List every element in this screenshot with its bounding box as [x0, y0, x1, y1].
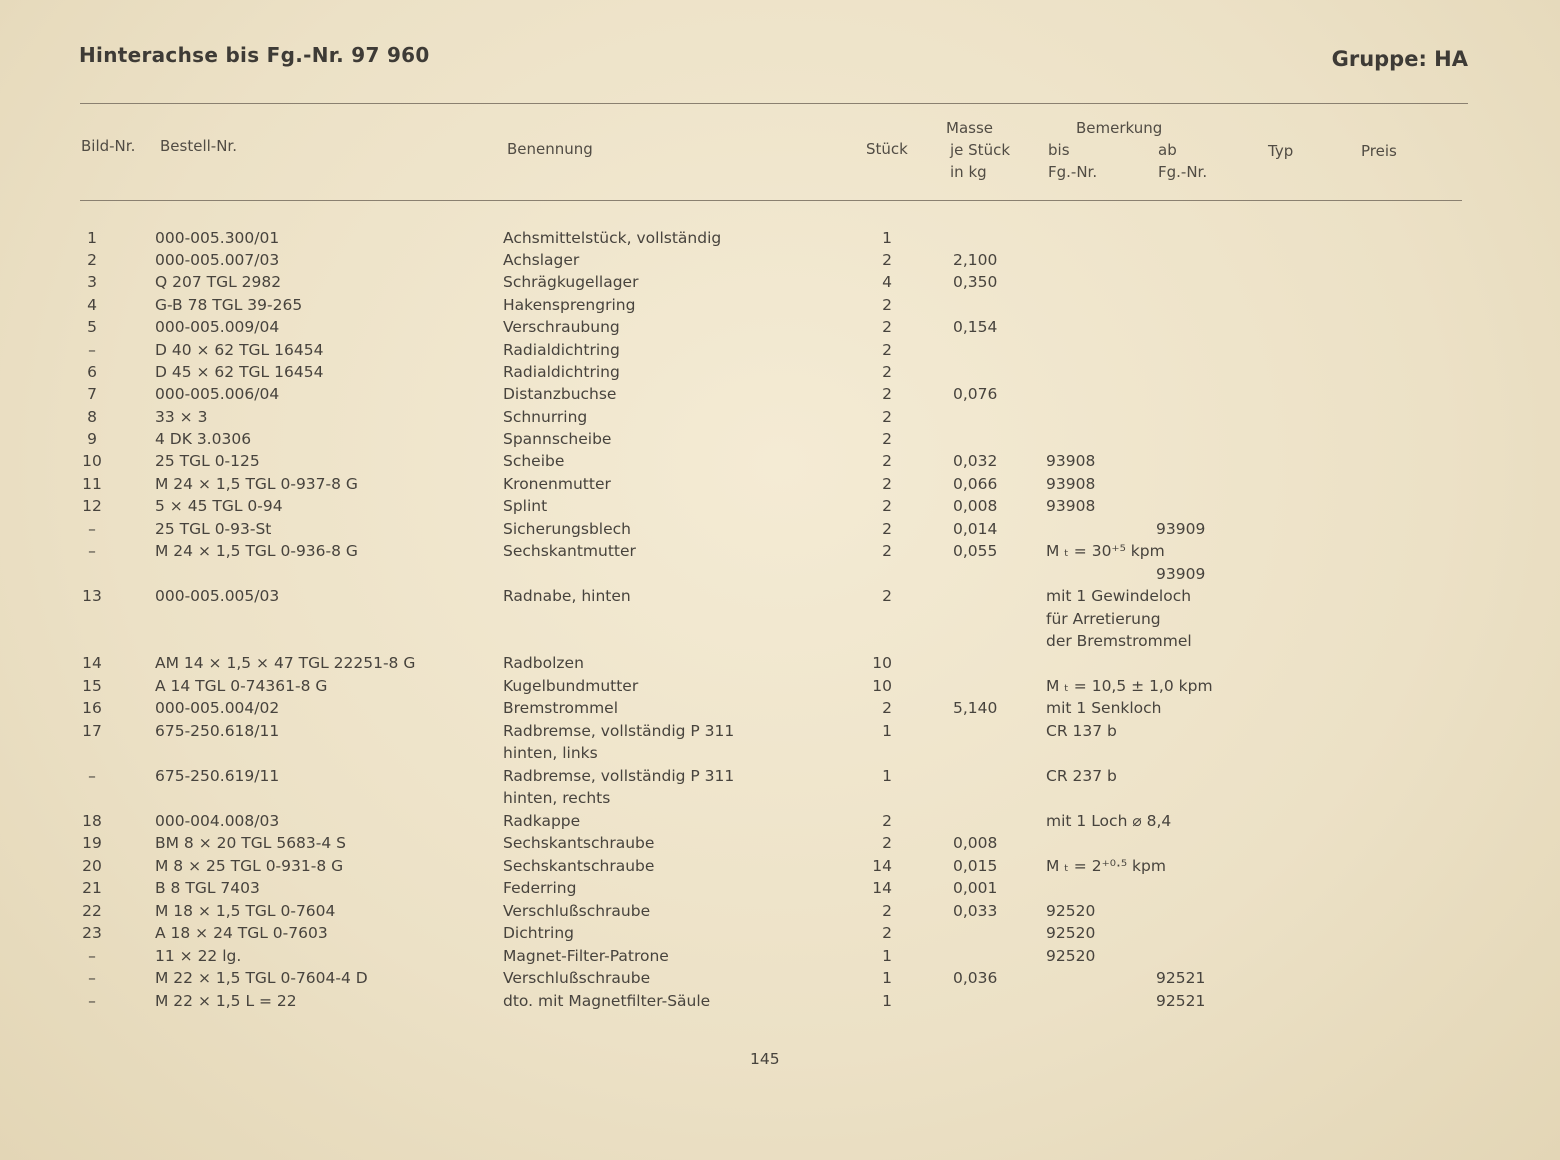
- stueck-cell: 2: [882, 318, 892, 336]
- bis-fg-nr-cell: CR 237 b: [1046, 767, 1117, 785]
- bild-nr-cell: –: [88, 520, 96, 538]
- bestell-nr-cell: 11 × 22 lg.: [155, 947, 242, 965]
- benennung-cell: Bremstrommel: [503, 699, 619, 717]
- stueck-cell: 4: [882, 273, 892, 291]
- stueck-cell: 2: [882, 475, 892, 493]
- benennung-cell: Distanzbuchse: [503, 385, 617, 403]
- bestell-nr-cell: 000-005.300/01: [155, 229, 280, 247]
- stueck-cell: 14: [872, 879, 892, 897]
- bis-fg-nr-cell: CR 137 b: [1046, 722, 1117, 740]
- masse-cell: 0,350: [953, 273, 998, 291]
- bild-nr-cell: 19: [82, 834, 102, 852]
- benennung-cell: Achsmittelstück, vollständig: [503, 229, 722, 247]
- bis-fg-nr-cell: mit 1 Loch ⌀ 8,4: [1046, 812, 1172, 830]
- header-rule: [80, 200, 1462, 201]
- bild-nr-cell: 6: [87, 363, 97, 381]
- bestell-nr-cell: 675-250.619/11: [155, 767, 280, 785]
- stueck-cell: 14: [872, 857, 892, 875]
- bild-nr-cell: 15: [82, 677, 102, 695]
- col-header-ab-fg-nr: Fg.-Nr.: [1158, 163, 1208, 181]
- bestell-nr-cell: M 18 × 1,5 TGL 0-7604: [155, 902, 336, 920]
- bild-nr-cell: –: [88, 969, 96, 987]
- bild-nr-cell: –: [88, 341, 96, 359]
- stueck-cell: 2: [882, 834, 892, 852]
- bild-nr-cell: 4: [87, 296, 97, 314]
- masse-cell: 0,032: [953, 452, 998, 470]
- bis-fg-nr-cell: für Arretierung: [1046, 610, 1161, 628]
- stueck-cell: 1: [882, 229, 892, 247]
- benennung-cell: Scheibe: [503, 452, 565, 470]
- benennung-cell: hinten, links: [503, 744, 598, 762]
- stueck-cell: 2: [882, 408, 892, 426]
- bild-nr-cell: –: [88, 947, 96, 965]
- stueck-cell: 2: [882, 587, 892, 605]
- bild-nr-cell: 13: [82, 587, 102, 605]
- benennung-cell: Verschlußschraube: [503, 902, 651, 920]
- benennung-cell: Splint: [503, 497, 548, 515]
- ab-fg-nr-cell: 92521: [1156, 969, 1206, 987]
- bild-nr-cell: 22: [82, 902, 102, 920]
- benennung-cell: Radbremse, vollständig P 311: [503, 722, 735, 740]
- bestell-nr-cell: M 24 × 1,5 TGL 0-937-8 G: [155, 475, 358, 493]
- col-header-bis-fg-nr: Fg.-Nr.: [1048, 163, 1098, 181]
- bestell-nr-cell: Q 207 TGL 2982: [155, 273, 282, 291]
- benennung-cell: Sicherungsblech: [503, 520, 631, 538]
- masse-cell: 0,036: [953, 969, 998, 987]
- benennung-cell: Verschlußschraube: [503, 969, 651, 987]
- benennung-cell: Kronenmutter: [503, 475, 611, 493]
- top-rule: [80, 103, 1468, 104]
- bild-nr-cell: 16: [82, 699, 102, 717]
- benennung-cell: Spannscheibe: [503, 430, 612, 448]
- stueck-cell: 2: [882, 497, 892, 515]
- bild-nr-cell: 5: [87, 318, 97, 336]
- bild-nr-cell: 23: [82, 924, 102, 942]
- page-number: 145: [750, 1050, 780, 1068]
- benennung-cell: Sechskantmutter: [503, 542, 636, 560]
- bis-fg-nr-cell: M ₜ = 10,5 ± 1,0 kpm: [1046, 677, 1213, 695]
- benennung-cell: Achslager: [503, 251, 580, 269]
- stueck-cell: 2: [882, 812, 892, 830]
- bild-nr-cell: 12: [82, 497, 102, 515]
- stueck-cell: 2: [882, 902, 892, 920]
- benennung-cell: Schrägkugellager: [503, 273, 639, 291]
- bestell-nr-cell: M 22 × 1,5 TGL 0-7604-4 D: [155, 969, 368, 987]
- col-header-bestell-nr: Bestell-Nr.: [160, 137, 237, 155]
- benennung-cell: Radnabe, hinten: [503, 587, 631, 605]
- col-header-bis: bis: [1048, 141, 1070, 159]
- col-header-typ: Typ: [1268, 142, 1294, 160]
- benennung-cell: Magnet-Filter-Patrone: [503, 947, 669, 965]
- stueck-cell: 2: [882, 385, 892, 403]
- ab-fg-nr-cell: 93909: [1156, 565, 1206, 583]
- benennung-cell: Sechskantschraube: [503, 834, 655, 852]
- bis-fg-nr-cell: 93908: [1046, 475, 1096, 493]
- bild-nr-cell: 14: [82, 654, 102, 672]
- page-title: Hinterachse bis Fg.-Nr. 97 960: [79, 43, 430, 67]
- bild-nr-cell: –: [88, 542, 96, 560]
- stueck-cell: 10: [872, 654, 892, 672]
- bestell-nr-cell: 675-250.618/11: [155, 722, 280, 740]
- bestell-nr-cell: A 14 TGL 0-74361-8 G: [155, 677, 328, 695]
- stueck-cell: 1: [882, 767, 892, 785]
- benennung-cell: Dichtring: [503, 924, 575, 942]
- stueck-cell: 1: [882, 969, 892, 987]
- bestell-nr-cell: 000-004.008/03: [155, 812, 280, 830]
- bild-nr-cell: 10: [82, 452, 102, 470]
- benennung-cell: Radbremse, vollständig P 311: [503, 767, 735, 785]
- bild-nr-cell: 17: [82, 722, 102, 740]
- bestell-nr-cell: A 18 × 24 TGL 0-7603: [155, 924, 328, 942]
- stueck-cell: 2: [882, 699, 892, 717]
- bis-fg-nr-cell: mit 1 Senkloch: [1046, 699, 1162, 717]
- bestell-nr-cell: 33 × 3: [155, 408, 208, 426]
- bestell-nr-cell: 000-005.006/04: [155, 385, 280, 403]
- benennung-cell: Sechskantschraube: [503, 857, 655, 875]
- benennung-cell: Radialdichtring: [503, 341, 620, 359]
- bestell-nr-cell: M 24 × 1,5 TGL 0-936-8 G: [155, 542, 358, 560]
- bestell-nr-cell: M 22 × 1,5 L = 22: [155, 992, 297, 1010]
- stueck-cell: 2: [882, 430, 892, 448]
- masse-cell: 0,015: [953, 857, 998, 875]
- bestell-nr-cell: 4 DK 3.0306: [155, 430, 252, 448]
- col-header-stueck: Stück: [866, 140, 908, 158]
- stueck-cell: 1: [882, 722, 892, 740]
- benennung-cell: Federring: [503, 879, 577, 897]
- bestell-nr-cell: D 40 × 62 TGL 16454: [155, 341, 324, 359]
- bestell-nr-cell: 000-005.007/03: [155, 251, 280, 269]
- bestell-nr-cell: B 8 TGL 7403: [155, 879, 260, 897]
- bestell-nr-cell: 000-005.004/02: [155, 699, 280, 717]
- masse-cell: 0,008: [953, 497, 998, 515]
- masse-cell: 2,100: [953, 251, 998, 269]
- benennung-cell: Schnurring: [503, 408, 588, 426]
- stueck-cell: 2: [882, 341, 892, 359]
- bild-nr-cell: 7: [87, 385, 97, 403]
- stueck-cell: 2: [882, 251, 892, 269]
- col-header-ab: ab: [1158, 141, 1177, 159]
- masse-cell: 0,033: [953, 902, 998, 920]
- bild-nr-cell: 1: [87, 229, 97, 247]
- bis-fg-nr-cell: M ₜ = 2⁺⁰·⁵ kpm: [1046, 857, 1166, 875]
- col-header-masse: Masse: [946, 119, 993, 137]
- masse-cell: 0,055: [953, 542, 998, 560]
- bis-fg-nr-cell: 92520: [1046, 924, 1096, 942]
- stueck-cell: 2: [882, 924, 892, 942]
- ab-fg-nr-cell: 92521: [1156, 992, 1206, 1010]
- benennung-cell: Radbolzen: [503, 654, 584, 672]
- bild-nr-cell: 11: [82, 475, 102, 493]
- bis-fg-nr-cell: 93908: [1046, 452, 1096, 470]
- benennung-cell: dto. mit Magnetfilter-Säule: [503, 992, 711, 1010]
- masse-cell: 0,008: [953, 834, 998, 852]
- bild-nr-cell: 3: [87, 273, 97, 291]
- col-header-bemerkung: Bemerkung: [1076, 119, 1163, 137]
- masse-cell: 0,001: [953, 879, 998, 897]
- bestell-nr-cell: BM 8 × 20 TGL 5683-4 S: [155, 834, 346, 852]
- masse-cell: 5,140: [953, 699, 998, 717]
- bestell-nr-cell: 5 × 45 TGL 0-94: [155, 497, 283, 515]
- bild-nr-cell: –: [88, 992, 96, 1010]
- ab-fg-nr-cell: 93909: [1156, 520, 1206, 538]
- bis-fg-nr-cell: mit 1 Gewindeloch: [1046, 587, 1192, 605]
- masse-cell: 0,076: [953, 385, 998, 403]
- bis-fg-nr-cell: 93908: [1046, 497, 1096, 515]
- stueck-cell: 2: [882, 452, 892, 470]
- benennung-cell: Kugelbundmutter: [503, 677, 639, 695]
- stueck-cell: 2: [882, 520, 892, 538]
- bestell-nr-cell: D 45 × 62 TGL 16454: [155, 363, 324, 381]
- stueck-cell: 2: [882, 542, 892, 560]
- bestell-nr-cell: 000-005.009/04: [155, 318, 280, 336]
- bestell-nr-cell: 25 TGL 0-125: [155, 452, 260, 470]
- benennung-cell: Radkappe: [503, 812, 581, 830]
- col-header-preis: Preis: [1361, 142, 1397, 160]
- bestell-nr-cell: G-B 78 TGL 39-265: [155, 296, 303, 314]
- benennung-cell: hinten, rechts: [503, 789, 611, 807]
- group-label: Gruppe: HA: [1331, 47, 1468, 71]
- bis-fg-nr-cell: 92520: [1046, 902, 1096, 920]
- bis-fg-nr-cell: der Bremstrommel: [1046, 632, 1192, 650]
- stueck-cell: 1: [882, 947, 892, 965]
- bestell-nr-cell: AM 14 × 1,5 × 47 TGL 22251-8 G: [155, 654, 416, 672]
- masse-cell: 0,014: [953, 520, 998, 538]
- stueck-cell: 2: [882, 296, 892, 314]
- bild-nr-cell: 8: [87, 408, 97, 426]
- benennung-cell: Verschraubung: [503, 318, 620, 336]
- bild-nr-cell: 18: [82, 812, 102, 830]
- col-header-bild-nr: Bild-Nr.: [81, 137, 136, 155]
- bild-nr-cell: 20: [82, 857, 102, 875]
- bestell-nr-cell: 25 TGL 0-93-St: [155, 520, 272, 538]
- bis-fg-nr-cell: 92520: [1046, 947, 1096, 965]
- stueck-cell: 1: [882, 992, 892, 1010]
- benennung-cell: Hakensprengring: [503, 296, 636, 314]
- bild-nr-cell: –: [88, 767, 96, 785]
- benennung-cell: Radialdichtring: [503, 363, 620, 381]
- bild-nr-cell: 21: [82, 879, 102, 897]
- stueck-cell: 10: [872, 677, 892, 695]
- stueck-cell: 2: [882, 363, 892, 381]
- bild-nr-cell: 9: [87, 430, 97, 448]
- masse-cell: 0,154: [953, 318, 998, 336]
- col-header-masse-in-kg: in kg: [950, 163, 987, 181]
- bis-fg-nr-cell: M ₜ = 30⁺⁵ kpm: [1046, 542, 1165, 560]
- bestell-nr-cell: 000-005.005/03: [155, 587, 280, 605]
- bild-nr-cell: 2: [87, 251, 97, 269]
- masse-cell: 0,066: [953, 475, 998, 493]
- col-header-masse-je-stueck: je Stück: [950, 141, 1011, 159]
- col-header-benennung: Benennung: [507, 140, 593, 158]
- bestell-nr-cell: M 8 × 25 TGL 0-931-8 G: [155, 857, 344, 875]
